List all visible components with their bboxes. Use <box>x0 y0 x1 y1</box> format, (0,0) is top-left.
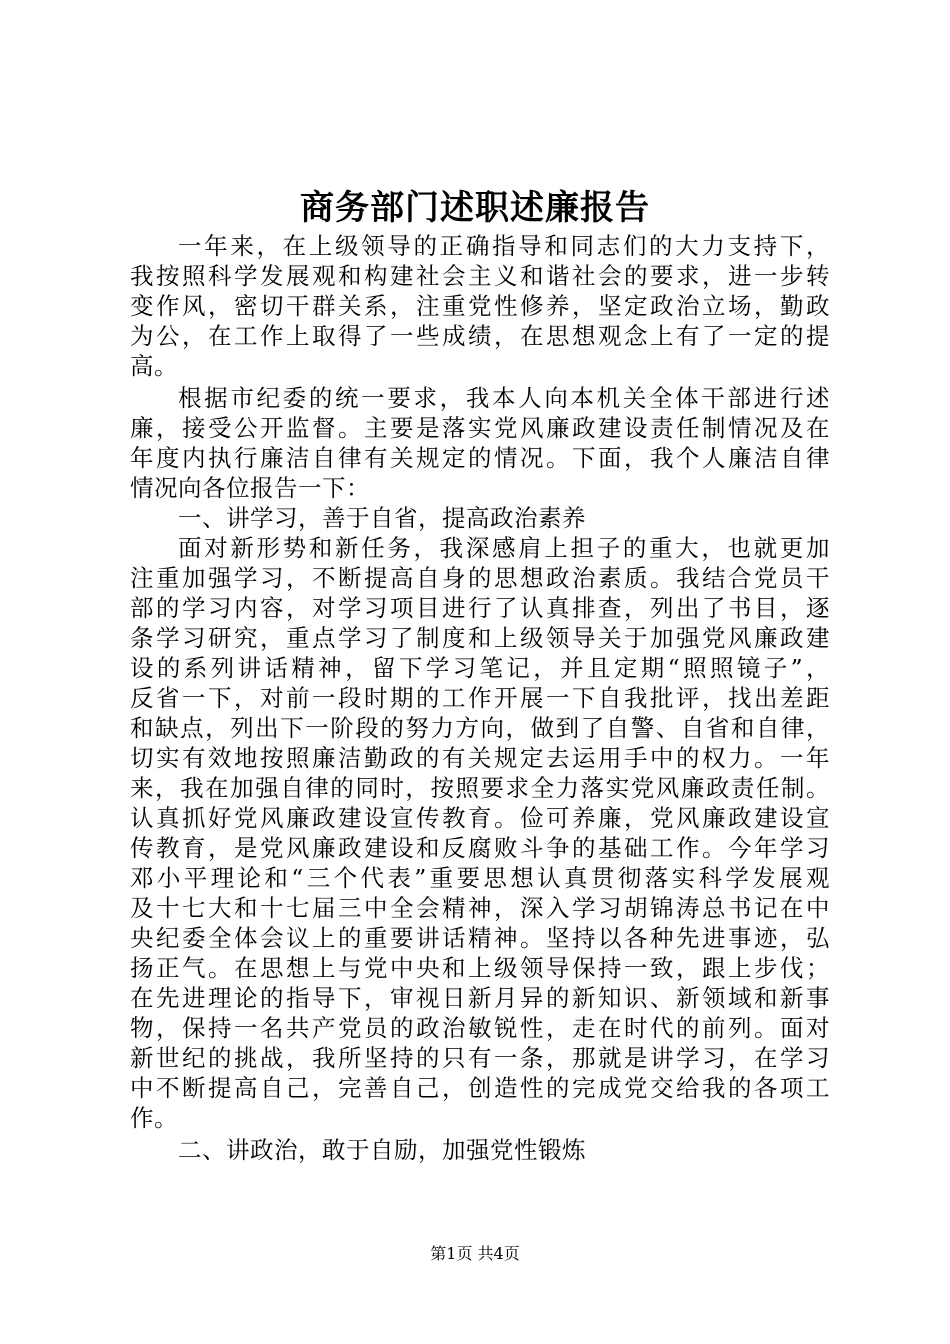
paragraph-3-line-9: 来，我在加强自律的同时，按照要求全力落实党风廉政责任制。 <box>130 774 830 802</box>
paragraph-3-line-14: 央纪委全体会议上的重要讲话精神。坚持以各种先进事迹，弘 <box>130 924 830 952</box>
paragraph-3-line-18: 新世纪的挑战，我所坚持的只有一条，那就是讲学习，在学习 <box>130 1044 830 1072</box>
paragraph-3-line-5: 设的系列讲话精神，留下学习笔记，并且定期“照照镜子”， <box>130 654 830 682</box>
paragraph-3-line-1: 面对新形势和新任务，我深感肩上担子的重大，也就更加 <box>178 534 830 562</box>
paragraph-3-line-13: 及十七大和十七届三中全会精神，深入学习胡锦涛总书记在中 <box>130 894 830 922</box>
paragraph-1-line-2: 我按照科学发展观和构建社会主义和谐社会的要求，进一步转 <box>130 262 830 290</box>
paragraph-2-line-3: 年度内执行廉洁自律有关规定的情况。下面，我个人廉洁自律 <box>130 444 830 472</box>
paragraph-2-line-1: 根据市纪委的统一要求，我本人向本机关全体干部进行述 <box>178 384 830 412</box>
paragraph-2-line-2: 廉，接受公开监督。主要是落实党风廉政建设责任制情况及在 <box>130 414 830 442</box>
paragraph-1-line-5: 高。 <box>130 352 178 380</box>
paragraph-3-line-6: 反省一下，对前一段时期的工作开展一下自我批评，找出差距 <box>130 684 830 712</box>
paragraph-3-line-8: 切实有效地按照廉洁勤政的有关规定去运用手中的权力。一年 <box>130 744 830 772</box>
paragraph-3-line-17: 物，保持一名共产党员的政治敏锐性，走在时代的前列。面对 <box>130 1014 830 1042</box>
page-number-footer: 第1页 共4页 <box>430 1244 520 1263</box>
paragraph-3-line-20: 作。 <box>130 1104 178 1132</box>
paragraph-1-line-1: 一年来，在上级领导的正确指导和同志们的大力支持下， <box>178 232 830 260</box>
paragraph-1-line-3: 变作风，密切干群关系，注重党性修养，坚定政治立场，勤政 <box>130 292 830 320</box>
paragraph-3-line-10: 认真抓好党风廉政建设宣传教育。俭可养廉，党风廉政建设宣 <box>130 804 830 832</box>
paragraph-1-line-4: 为公，在工作上取得了一些成绩，在思想观念上有了一定的提 <box>130 322 830 350</box>
paragraph-3-line-11: 传教育，是党风廉政建设和反腐败斗争的基础工作。今年学习 <box>130 834 830 862</box>
document-body <box>130 231 830 1165</box>
paragraph-3-line-16: 在先进理论的指导下，审视日新月异的新知识、新领域和新事 <box>130 984 830 1012</box>
paragraph-3-line-7: 和缺点，列出下一阶段的努力方向，做到了自警、自省和自律， <box>130 714 830 742</box>
paragraph-3-line-2: 注重加强学习，不断提高自身的思想政治素质。我结合党员干 <box>130 564 830 592</box>
paragraph-2-line-4: 情况向各位报告一下： <box>130 474 370 502</box>
document-title: 商务部门述职述廉报告 <box>300 188 650 228</box>
section-heading-2: 二、讲政治，敢于自励，加强党性锻炼 <box>178 1136 586 1164</box>
paragraph-3-line-19: 中不断提高自己，完善自己，创造性的完成党交给我的各项工 <box>130 1074 830 1102</box>
paragraph-3-line-3: 部的学习内容，对学习项目进行了认真排查，列出了书目，逐 <box>130 594 830 622</box>
paragraph-3-line-12: 邓小平理论和“三个代表”重要思想认真贯彻落实科学发展观 <box>130 864 830 892</box>
paragraph-3-line-15: 扬正气。在思想上与党中央和上级领导保持一致，跟上步伐； <box>130 954 830 982</box>
paragraph-3-line-4: 条学习研究，重点学习了制度和上级领导关于加强党风廉政建 <box>130 624 830 652</box>
section-heading-1: 一、讲学习，善于自省，提高政治素养 <box>178 504 586 532</box>
